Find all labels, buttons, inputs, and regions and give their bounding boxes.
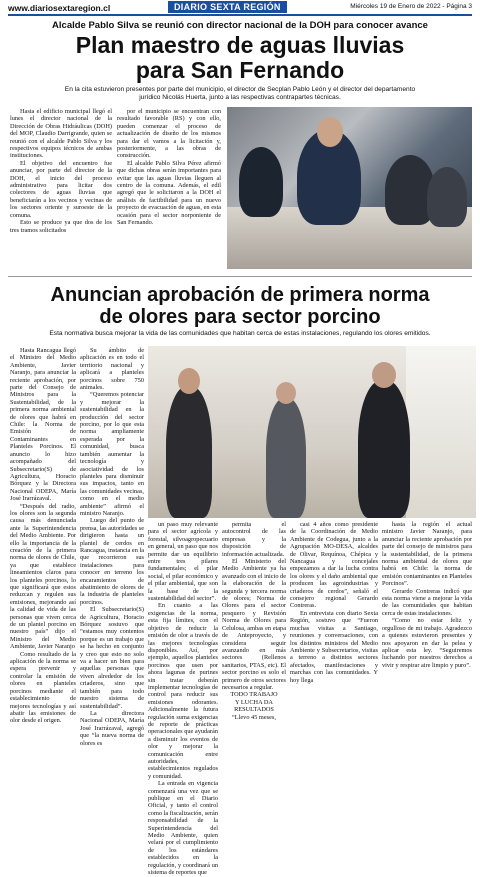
- article1-title-line2: para San Fernando: [135, 57, 345, 83]
- article1-column-2: [117, 108, 221, 273]
- paragraph: Hasta Rancagua llegó el Ministro del Medio Ambiente, Javier Naranjo, para anunciar la reciente aprobación, por parte del Consejo de Ministros para la Sustentabilidad, de la primera norma ambiental de olores que habrá en Chile: la Norma de Emisión de Contaminantes en Planteles Porcinos. El anuncio lo hizo acompañado del Subsecretario(S) de Agricultura, Horacio Bórquez y la Directora Nacional ODEPA, María José Irarrázaval.: [10, 347, 76, 503]
- subhead: TODO TRABAJO: [230, 691, 278, 699]
- paragraph: El objetivo del encuentro fue anunciar, por parte del director de la DOH, el inicio del proceso administrativo para licitar dos colectores de aguas lluvias que beneficiarán a los vecinos y vecinas de los sectores oriente y suroeste de la comuna.: [10, 159, 112, 219]
- article2-column-4: [222, 521, 286, 721]
- article2-column-6: [382, 521, 472, 667]
- paragraph: por el municipio se encuentran con resultado favorable (RS) y con ello, pueden comenzar el proceso de actualización de diseño de los mismos para dar el vamos a la licitación y, posteriormente, a las obras de construcción.: [117, 108, 221, 160]
- article2-title-line1: Anuncian aprobación de primera norma: [50, 284, 430, 306]
- subhead: RESULTADOS: [234, 706, 274, 714]
- newspaper-brand: DIARIO SEXTA REGIÓN: [168, 1, 287, 13]
- paragraph: En cuanto a las exigencias de la norma, esta fija límites, con el objetivo de reducir la emisión de olor a través de las mejores tecnologías disponibles. Así, por ejemplo, aquellos planteles porcinos que usen por ahora lagunas de purines sin tratar deberán implementar tecnologías de control para reducir sus emisiones odorantes. Adicionalmente la futura regulación suma exigencias de reporte de prácticas operacionales que ayudarán a disminuir los eventos de olor y mejorar la comunicación entre autoridades, establecimientos regulados y comunidad.: [148, 602, 218, 780]
- paragraph: “Después del radio, los olores son la segunda causa más denunciada ante la Superintendencia del Medio Ambiente. Por ello la importancia de la creación de la primera norma de olores de Chile, ya que establece lineamientos claros para los planteles porcinos, lo que significará que estos reduzcan y regulen sus emisiones, mejorando así la calidad de vida de las personas que viven cerca de un plantel porcino en nuestro país” dijo el Ministro del Medio Ambiente, Javier Naranjo: [10, 502, 76, 651]
- page-header: [0, 0, 480, 16]
- article2-column-2: [80, 347, 144, 747]
- page-date: Miércoles 19 de Enero de 2022 - Página 3: [350, 3, 472, 10]
- paragraph: Esto se produce ya que dos de los tres tramos solicitados: [10, 219, 112, 234]
- paragraph: La entrada en vigencia comenzará una vez que se publique en el Diario Oficial, y tanto el control como la fiscalización, serán responsabilidad de la Superintendencia del Medio Ambiente, quien velará por el cumplimiento de los estándares establecidos en la regulación, y coordinará un sistema de reportes que: [148, 780, 218, 877]
- paragraph: Como resultado de la aplicación de la norma se espera prevenir y controlar la emisión de olores en planteles porcinos mediante el establecimiento de mejores tecnologías y así abatir las emisiones de olor desde el origen.: [10, 650, 76, 725]
- paragraph: hasta la región el actual ministro Javier Naranjo, para anunciar la reciente aprobación por parte del consejo de ministros para la sustentabilidad, de la primera norma ambiental de olores que habrá en Chile: la norma de emisión contaminantes en Planteles Porcinos”.: [382, 521, 472, 588]
- article1-title-line1: Plan maestro de aguas lluvias: [75, 32, 405, 58]
- paragraph: “Como no estar feliz y orgulloso de mi trabajo. Agradezco a quienes estuvieron presentes y nos apoyaron en dar la pelea y aplicar esta ley. “Seguiremos luchando por nuestros derechos a vivir y respirar aire limpio y puro”.: [382, 617, 472, 669]
- paragraph: un paso muy relevante para el sector agrícola y forestal, silvoagropecuario en general, un paso que nos permite dar un equilibrio entre tres pilares fundamentales; el pilar social, el pilar económico y el pilar ambiental, que son la base de la sustentabilidad del sector”.: [148, 521, 218, 603]
- meeting-photo: [227, 107, 472, 269]
- paragraph: El Subsecretario(S) de Agricultura, Horacio Bórquez sostuvo que “estamos muy contentos porque es un trabajo que se ha hecho en conjunto y creo que esto no solo va a hacer un bien para aquellas personas que viven alrededor de los criaderos, sino que también para todo nuestro sistema de sustentabilidad”.: [80, 606, 144, 710]
- article1-title: [0, 33, 480, 83]
- paragraph: En entrevista con diario Sexta Región, sostuvo que “Fueron muchas visitas a Santiago, reuniones y conversaciones, con los distintos ministros del Medio Ambiente y Subsecretarios, visitas a terreno a distintos sectores afectados, manifestaciones y marchas con las comunidades. Y hoy llega: [290, 609, 378, 684]
- article2-column-1: [10, 347, 76, 725]
- paragraph: Hasta el edificio municipal llegó el lunes el director nacional de la Dirección de Obras Hidráulicas (DOH) del MOP, Claudio Darrigrande, quien se reunió con el alcalde Pablo Silva y los respectivos equipos técnicos de ambas instituciones.: [10, 108, 112, 160]
- paragraph: “Llevo 45 meses,: [232, 713, 276, 721]
- article1-lead-line2: jurídico Nicolás Huerta, junto a las respectivas contrapartes técnicas.: [139, 94, 341, 101]
- article2-title: [0, 284, 480, 328]
- paragraph: Su ámbito de aplicación es en todo el territorio nacional y aplicará a planteles porcinos sobre 750 animales.: [80, 347, 144, 392]
- header-rule: [8, 14, 472, 16]
- article1-lead: [30, 86, 450, 102]
- article1-column-1: [10, 108, 112, 273]
- paragraph: Luego del punto de prensa, las autoridades se dirigieron hasta un plantel de cerdos en Rancagua, instancia en la que recorrieron sus instalaciones para conocer en terreno los encaramientos de abatimiento de olores de la industria de planteles porcinos.: [80, 517, 144, 606]
- site-url[interactable]: www.diariosextaregion.cl: [8, 3, 111, 13]
- paragraph: La directora Nacional ODEPA, María José Irarrázaval, agregó que “la nueva norma de olores es: [80, 709, 144, 747]
- paragraph: permita el autocontrol de las empresas y la disposición de información actualizada.: [222, 521, 286, 558]
- paragraph: casi 4 años como presidente de la Coordinación de Medio Ambiente de Codegua, junto a la Agrupación MO-DESA, alcaldes de Olivar, Requínoa, Chépica y Nancagua y concejales empezamos a dar la lucha contra los olores y el daño ambiental que producen las agroindustrias y criaderos de cerdos”, señaló el consejero regional Gerardo Contreras.: [290, 521, 378, 610]
- article2-title-line2: de olores para sector porcino: [99, 306, 381, 328]
- paragraph: El alcalde Pablo Silva Pérez afirmó que dichas obras serán importantes para evitar que las aguas lluvias lleguen al centro de la comuna. Además, el edil agregó que le solicitaron a la DOH el análisis de factibilidad para un nuevo proyecto de evacuación de aguas, en esta ocasión para el sector norponiente de San Fernando.: [117, 159, 221, 227]
- article1-kicker: Alcalde Pablo Silva se reunió con director nacional de la DOH para conocer avance: [52, 20, 428, 31]
- article2-column-5: [290, 521, 378, 684]
- paragraph: El Ministerio del Medio Ambiente ya ha avanzado con el inicio de la elaboración de la segunda y tercera norma de olores; Norma de Olores para el sector pesquero y Revisión Norma de Olores para Celulosa, ambas en etapa de Anteproyecto, y considera seguir avanzando en más sectores (Rellenos sanitarios, PTAS, etc). El sector porcino es solo el primero de otros sectores necesarios a regular.: [222, 558, 286, 691]
- paragraph: Gerardo Contreras indicó que esta norma viene a mejorar la vida de las comunidades que habitan cerca de estas instalaciones.: [382, 587, 472, 617]
- article1-lead-line1: En la cita estuvieron presentes por parte del municipio, el director de Secplan Pablo León y el director del departamento: [64, 86, 416, 93]
- article2-column-3: [148, 521, 218, 877]
- subhead: Y LUCHA DA: [235, 698, 273, 706]
- minister-photo: [148, 346, 476, 518]
- article-separator: [8, 276, 472, 277]
- article2-lead: Esta normativa busca mejorar la vida de las comunidades que habitan cerca de estas instalaciones, regulando los olores emitidos.: [49, 330, 431, 337]
- paragraph: “Queremos potenciar y mejorar la sustentabilidad en la producción del sector porcino, por lo que esta norma ampliamente esperada por la comunidad, busca también aumentar la tecnología y asociatividad de los planteles para disminuir sus impactos, tanto en las comunidades vecinas, como en el medio ambiente” afirmó el ministro Naranjo.: [80, 391, 144, 517]
